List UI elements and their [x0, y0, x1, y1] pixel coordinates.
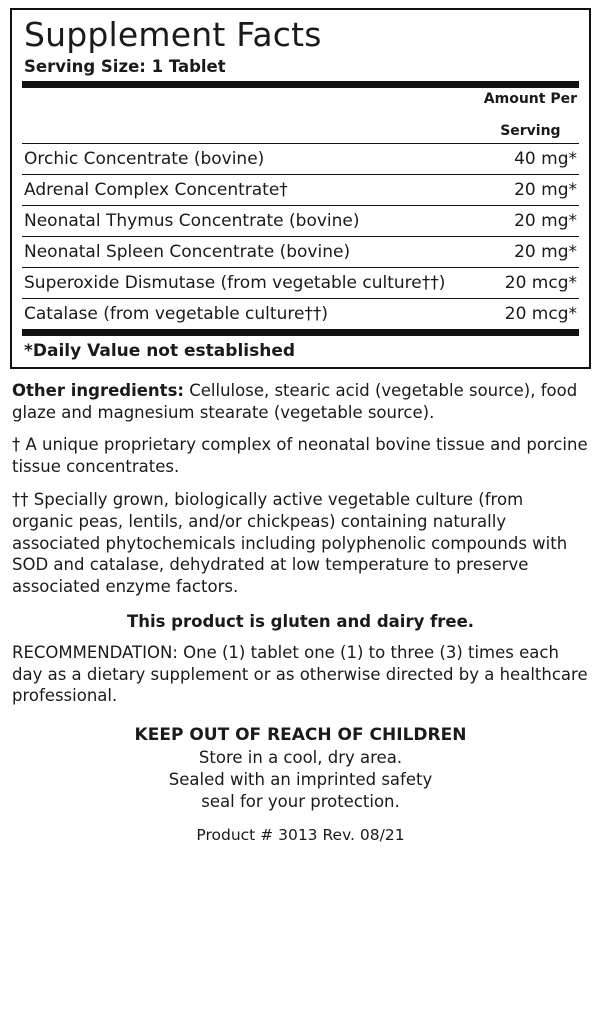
panel-divider-thick-top: [22, 81, 579, 88]
nutrient-name: Neonatal Spleen Concentrate (bovine): [22, 236, 494, 267]
nutrient-amount: 20 mg*: [494, 174, 579, 205]
table-row: [22, 298, 579, 329]
label-body-copy: [10, 380, 591, 844]
product-number: Product # 3013 Rev. 08/21: [196, 826, 405, 845]
gluten-free-statement: This product is gluten and dairy free.: [126, 611, 475, 631]
nutrient-name: Catalase (from vegetable culture††): [22, 298, 494, 329]
other-ingredients-text: Cellulose, stearic acid (vegetable source), food glaze and magnesium stearate (vegetable source).: [12, 380, 578, 422]
nutrient-amount: 20 mcg*: [494, 267, 579, 298]
table-row: [22, 143, 579, 174]
amount-header-line2: Serving: [500, 122, 561, 139]
table-row: [22, 205, 579, 236]
nutrient-amount: 20 mg*: [494, 236, 579, 267]
nutrient-amount: 20 mcg*: [494, 298, 579, 329]
serving-size-text: Serving Size: 1 Tablet: [24, 56, 226, 76]
storage-instructions: [12, 747, 589, 812]
other-ingredients-paragraph: [12, 380, 589, 424]
table-row: [22, 174, 579, 205]
nutrient-amount: 40 mg*: [494, 143, 579, 174]
amount-per-serving-header: [22, 88, 579, 143]
page-title: Supplement Facts: [24, 15, 322, 54]
amount-header-line1: Amount Per: [483, 90, 577, 107]
daily-value-note: *Daily Value not established: [22, 329, 579, 363]
table-row: [22, 267, 579, 298]
recommendation-text: One (1) tablet one (1) to three (3) times each day as a dietary supplement or as otherwise directed by a healthcare professional.: [12, 642, 588, 706]
recommendation-label: RECOMMENDATION:: [12, 642, 178, 662]
supplement-facts-panel: [10, 8, 591, 369]
storage-line-2: Sealed with an imprinted safety: [168, 769, 433, 789]
footnote-double-dagger: †† Specially grown, biologically active vegetable culture (from organic peas, lentils, and/or chickpeas) containing naturally associated phytochemicals including polyphenolic compounds with SOD and catalase, dehydrated at low temperature to preserve associated enzyme factors.: [12, 489, 568, 597]
footnote-dagger: † A unique proprietary complex of neonatal bovine tissue and porcine tissue concentrates.: [12, 435, 588, 477]
keep-out-of-reach-warning: KEEP OUT OF REACH OF CHILDREN: [134, 725, 467, 746]
nutrient-name: Neonatal Thymus Concentrate (bovine): [22, 205, 494, 236]
recommendation-paragraph: [12, 642, 589, 707]
other-ingredients-label: Other ingredients:: [12, 380, 184, 400]
storage-line-1: Store in a cool, dry area.: [198, 748, 403, 768]
nutrients-table: [22, 143, 579, 329]
nutrient-name: Adrenal Complex Concentrate†: [22, 174, 494, 205]
storage-line-3: seal for your protection.: [201, 791, 400, 811]
table-row: [22, 236, 579, 267]
nutrient-name: Superoxide Dismutase (from vegetable culture††): [22, 267, 494, 298]
nutrient-name: Orchic Concentrate (bovine): [22, 143, 494, 174]
nutrient-amount: 20 mg*: [494, 205, 579, 236]
